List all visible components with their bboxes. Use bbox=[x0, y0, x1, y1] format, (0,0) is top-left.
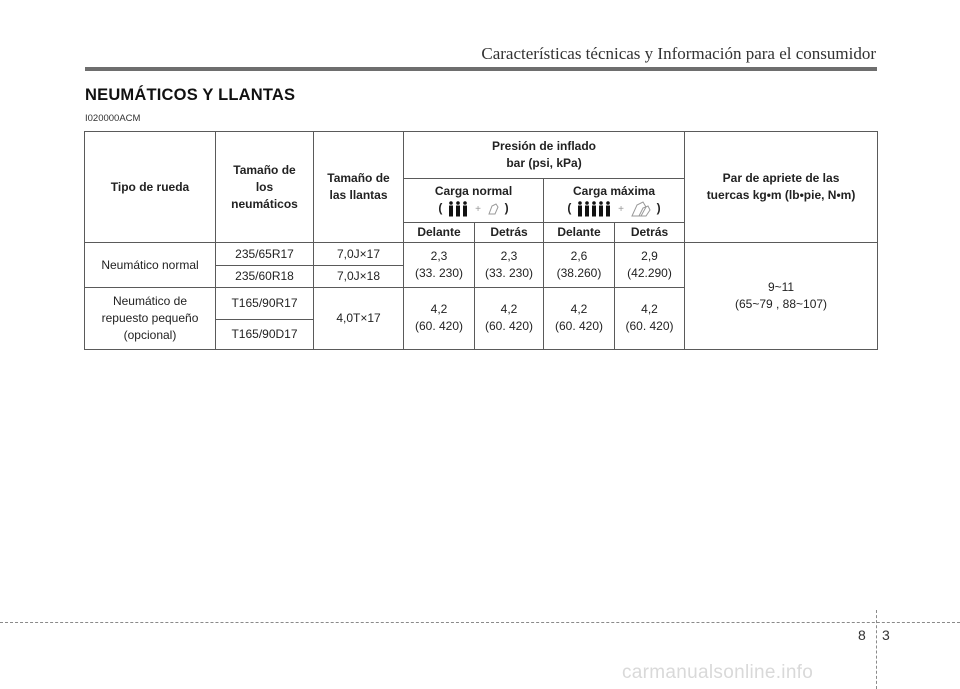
section-title: NEUMÁTICOS Y LLANTAS bbox=[85, 86, 296, 104]
large-luggage-icon bbox=[631, 201, 651, 217]
tire-spec-table bbox=[84, 131, 878, 350]
person-icon bbox=[462, 201, 468, 217]
pressure-cell: 4,2 (60. 420) bbox=[475, 287, 544, 349]
header-max-load bbox=[544, 179, 685, 223]
person-icon bbox=[455, 201, 461, 217]
normal-load-label: Carga normal bbox=[434, 184, 513, 199]
person-icon bbox=[448, 201, 454, 217]
header-normal-load bbox=[404, 179, 544, 223]
normal-load-symbol: ( + ) bbox=[438, 201, 509, 216]
tire-size-cell: T165/90R17 bbox=[216, 287, 314, 319]
page-number: 3 bbox=[882, 627, 890, 643]
watermark: carmanualsonline.info bbox=[622, 662, 814, 683]
person-icon bbox=[577, 201, 583, 217]
header-rear-normal: Detrás bbox=[475, 223, 544, 243]
rim-size-cell: 4,0T×17 bbox=[314, 287, 404, 349]
tire-size-cell: 235/60R18 bbox=[216, 265, 314, 287]
header-rear-max: Detrás bbox=[615, 223, 685, 243]
torque-cell: 9~11 (65~79 , 88~107) bbox=[685, 243, 878, 350]
rim-size-cell: 7,0J×17 bbox=[314, 243, 404, 265]
footer-divider bbox=[876, 610, 877, 689]
tire-size-cell: T165/90D17 bbox=[216, 319, 314, 349]
header-front-normal: Delante bbox=[404, 223, 475, 243]
header-torque: Par de apriete de las tuercas kg•m (lb•pie, N•m) bbox=[685, 132, 878, 243]
max-persons-icon bbox=[577, 201, 611, 217]
row-label-spare: Neumático de repuesto pequeño (opcional) bbox=[85, 287, 216, 349]
pressure-cell: 2,3 (33. 230) bbox=[475, 243, 544, 287]
header-rule bbox=[85, 67, 877, 71]
max-load-symbol: ( + ) bbox=[567, 201, 661, 216]
pressure-cell: 2,6 (38.260) bbox=[544, 243, 615, 287]
pressure-cell: 2,9 (42.290) bbox=[615, 243, 685, 287]
header-rim-size: Tamaño de las llantas bbox=[314, 132, 404, 243]
section-code: I020000ACM bbox=[85, 113, 141, 124]
pressure-cell: 2,3 (33. 230) bbox=[404, 243, 475, 287]
tire-size-cell: 235/65R17 bbox=[216, 243, 314, 265]
small-luggage-icon bbox=[488, 203, 499, 215]
header-pressure: Presión de inflado bar (psi, kPa) bbox=[404, 132, 685, 179]
person-icon bbox=[598, 201, 604, 217]
pressure-cell: 4,2 (60. 420) bbox=[404, 287, 475, 349]
header-wheel-type: Tipo de rueda bbox=[85, 132, 216, 243]
person-icon bbox=[591, 201, 597, 217]
header-tire-size: Tamaño de los neumáticos bbox=[216, 132, 314, 243]
person-icon bbox=[584, 201, 590, 217]
normal-persons-icon bbox=[448, 201, 468, 217]
person-icon bbox=[605, 201, 611, 217]
pressure-cell: 4,2 (60. 420) bbox=[615, 287, 685, 349]
footer-rule bbox=[0, 622, 960, 623]
chapter-number: 8 bbox=[858, 627, 866, 643]
max-load-label: Carga máxima bbox=[572, 184, 656, 199]
rim-size-cell: 7,0J×18 bbox=[314, 265, 404, 287]
header-front-max: Delante bbox=[544, 223, 615, 243]
row-label-normal: Neumático normal bbox=[85, 243, 216, 287]
table-row bbox=[85, 243, 878, 265]
header-title: Características técnicas y Información para el consumidor bbox=[481, 44, 876, 63]
pressure-cell: 4,2 (60. 420) bbox=[544, 287, 615, 349]
